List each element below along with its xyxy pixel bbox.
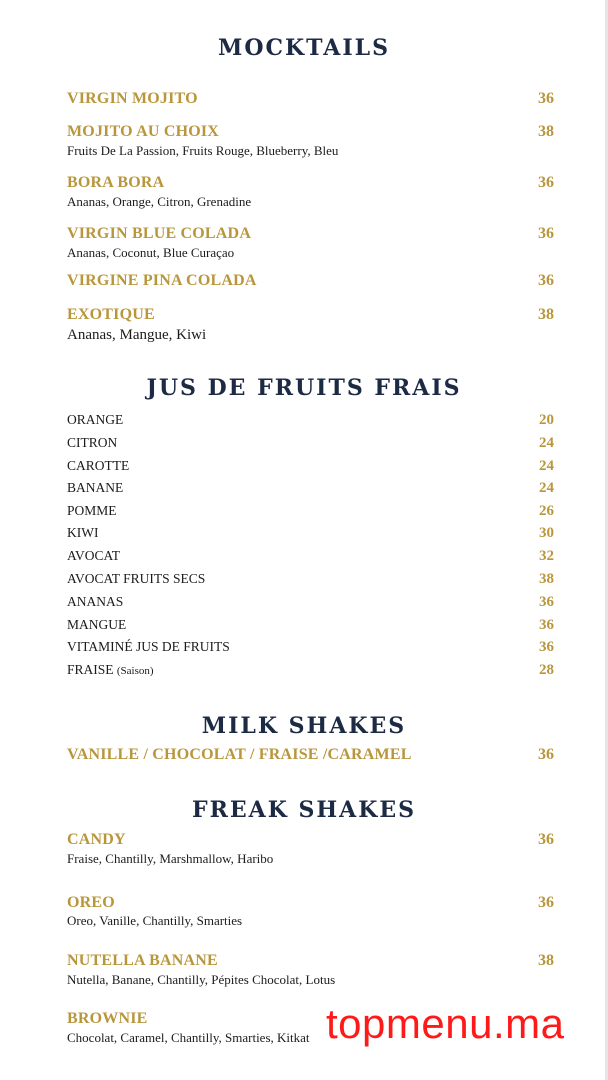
juice-note: (Saison)	[116, 665, 154, 677]
section-title-freakshakes: FREAK SHAKES	[191, 797, 417, 823]
item-name: OREO	[67, 894, 115, 911]
juice-name: AVOCAT	[67, 548, 121, 563]
juice-name: CITRON	[67, 435, 118, 450]
item-name: VANILLE / CHOCOLAT / FRAISE /CARAMEL	[67, 746, 412, 763]
juice-name: BANANE	[67, 480, 124, 495]
juice-price: 36	[539, 639, 554, 655]
item-description: Ananas, Mangue, Kiwi	[67, 327, 207, 343]
juice-price: 24	[539, 435, 554, 451]
juice-price: 36	[539, 617, 554, 633]
juice-name: FRAISE	[67, 662, 114, 677]
juice-price: 20	[539, 412, 554, 428]
item-description: Nutella, Banane, Chantilly, Pépites Chocolat, Lotus	[67, 972, 336, 987]
juice-name: VITAMINÉ JUS DE FRUITS	[67, 639, 230, 654]
juice-name: ORANGE	[67, 412, 124, 427]
item-price: 36	[538, 831, 554, 848]
item-price: 36	[538, 746, 554, 763]
item-price: 38	[538, 952, 554, 969]
item-description: Oreo, Vanille, Chantilly, Smarties	[67, 913, 243, 928]
juice-name: AVOCAT FRUITS SECS	[67, 571, 206, 586]
juice-name-wrap	[67, 662, 154, 678]
juice-price: 32	[539, 548, 554, 564]
item-price: 36	[538, 894, 554, 911]
item-description: Fruits De La Passion, Fruits Rouge, Blueberry, Bleu	[67, 143, 339, 158]
item-name: VIRGIN MOJITO	[67, 90, 198, 107]
watermark: topmenu.ma	[326, 1000, 565, 1047]
item-name: NUTELLA BANANE	[67, 952, 218, 969]
item-name: VIRGINE PINA COLADA	[67, 272, 257, 289]
juice-price: 28	[539, 662, 554, 678]
juice-name: MANGUE	[67, 617, 127, 632]
section-title-jus: JUS DE FRUITS FRAIS	[146, 375, 462, 401]
item-name: BROWNIE	[67, 1010, 148, 1027]
item-name: CANDY	[67, 831, 126, 848]
item-price: 36	[538, 90, 554, 107]
item-description: Ananas, Coconut, Blue Curaçao	[67, 245, 235, 260]
section-title-milkshakes: MILK SHAKES	[201, 713, 407, 739]
item-price: 36	[538, 174, 554, 191]
juice-name: ANANAS	[67, 594, 124, 609]
item-name: VIRGIN BLUE COLADA	[67, 225, 252, 242]
section-title-mocktails: MOCKTAILS	[217, 35, 391, 61]
item-name: BORA BORA	[67, 174, 165, 191]
juice-price: 24	[539, 480, 554, 496]
juice-name: CAROTTE	[67, 458, 130, 473]
juice-price: 26	[539, 503, 554, 519]
item-description: Chocolat, Caramel, Chantilly, Smarties, Kitkat	[67, 1030, 310, 1045]
item-price: 38	[538, 306, 554, 323]
juice-price: 38	[539, 571, 554, 587]
item-price: 36	[538, 272, 554, 289]
item-description: Ananas, Orange, Citron, Grenadine	[67, 194, 252, 209]
item-name: MOJITO AU CHOIX	[67, 123, 220, 140]
juice-name: POMME	[67, 503, 117, 518]
juice-price: 36	[539, 594, 554, 610]
juice-name: KIWI	[67, 525, 99, 540]
juice-price: 30	[539, 525, 554, 541]
item-price: 38	[538, 123, 554, 140]
item-name: EXOTIQUE	[67, 306, 155, 323]
item-description: Fraise, Chantilly, Marshmallow, Haribo	[67, 851, 274, 866]
item-price: 36	[538, 225, 554, 242]
juice-price: 24	[539, 458, 554, 474]
